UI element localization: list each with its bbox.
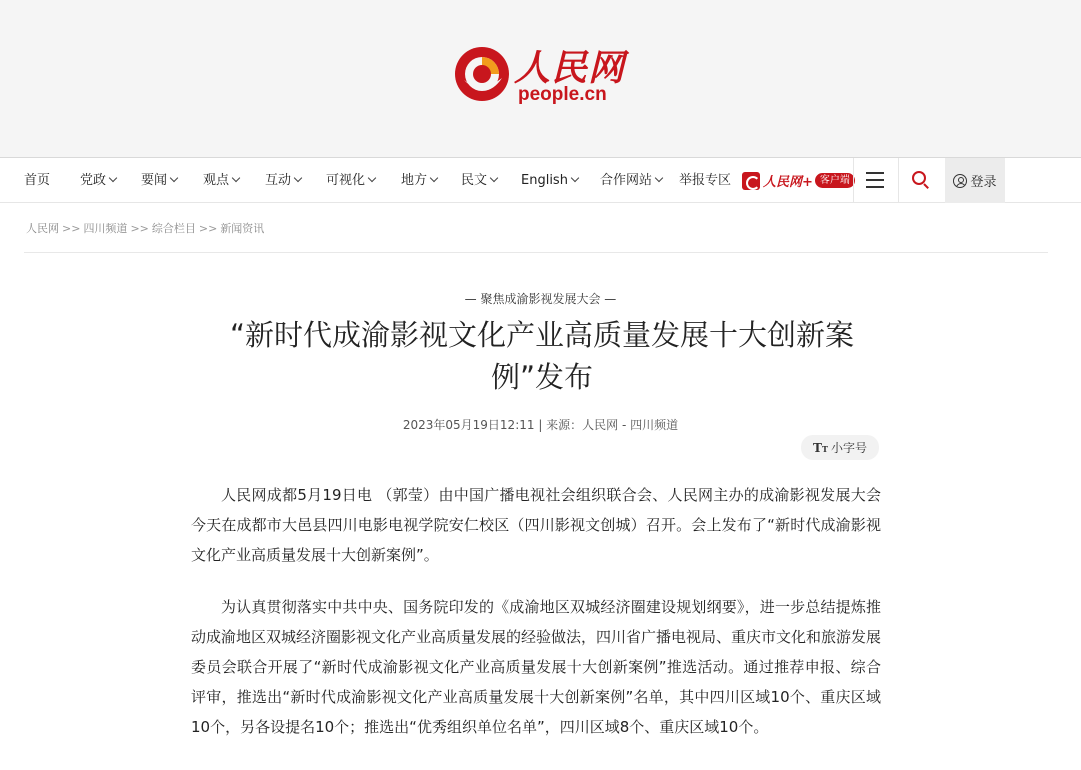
search-icon[interactable] — [912, 171, 930, 189]
people-app-icon — [742, 172, 760, 190]
client-tag: 客户端 — [815, 173, 855, 188]
nav-interact[interactable]: 互动 — [265, 158, 301, 203]
nav-report[interactable]: 举报专区 — [679, 173, 732, 188]
article-paragraph: 人民网成都5月19日电 （郭莹）由中国广播电视社会组织联合会、人民网主办的成渝影视发展大会今天在成都市大邑县四川电影电视学院安仁校区（四川影视文创城）召开。会上发布了“新时代成渝影视文化产业高质量发展十大创新案例”。 — [191, 486, 881, 564]
user-icon — [953, 174, 967, 188]
article-meta: 2023年05月19日12:11 | 来源：人民网 - 四川频道 — [402, 418, 679, 432]
chevron-down-icon — [490, 174, 498, 182]
nav-home[interactable]: 首页 — [24, 173, 51, 188]
people-logo-icon — [452, 44, 512, 104]
logo-text-en: people.cn — [518, 84, 607, 105]
logo-text-cn: 人民网 — [514, 47, 626, 89]
login-label: 登录 — [970, 175, 997, 190]
nav-news[interactable]: 要闻 — [141, 158, 177, 203]
text-size-icon: TT — [813, 440, 828, 455]
nav-local[interactable]: 地方 — [401, 158, 437, 203]
hamburger-icon[interactable] — [866, 172, 884, 188]
main-nav — [0, 157, 1081, 203]
nav-partners[interactable]: 合作网站 — [600, 158, 662, 203]
breadcrumb-divider — [24, 252, 1048, 253]
nav-divider — [898, 158, 899, 203]
chevron-down-icon — [430, 174, 438, 182]
chevron-down-icon — [232, 174, 240, 182]
font-size-toggle[interactable] — [801, 435, 879, 460]
chevron-down-icon — [368, 174, 376, 182]
breadcrumb-general[interactable]: 综合栏目 — [151, 222, 196, 235]
breadcrumb-news[interactable]: 新闻资讯 — [220, 222, 265, 235]
client-app-link[interactable] — [742, 171, 855, 190]
nav-opinion[interactable]: 观点 — [203, 158, 239, 203]
chevron-down-icon — [170, 174, 178, 182]
chevron-down-icon — [571, 174, 579, 182]
chevron-down-icon — [109, 174, 117, 182]
chevron-down-icon — [294, 174, 302, 182]
login-button[interactable] — [945, 158, 1005, 203]
font-size-label: 小字号 — [830, 441, 867, 455]
site-header — [0, 0, 1081, 157]
breadcrumb-sichuan[interactable]: 四川频道 — [83, 222, 128, 235]
article-title: “新时代成渝影视文化产业高质量发展十大创新案例”发布 — [229, 318, 855, 394]
site-logo[interactable] — [452, 40, 632, 108]
nav-divider — [853, 158, 854, 203]
breadcrumb: 人民网 >> 四川频道 >> 综合栏目 >> 新闻资讯 — [26, 222, 265, 235]
nav-minority[interactable]: 民文 — [461, 158, 497, 203]
nav-party[interactable]: 党政 — [80, 158, 116, 203]
article-paragraph: 为认真贯彻落实中共中央、国务院印发的《成渝地区双城经济圈建设规划纲要》，进一步总结提炼推动成渝地区双城经济圈影视文化产业高质量发展的经验做法，四川省广播电视局、重庆市文化和旅游发展委员会联合开展了“新时代成渝影视文化产业高质量发展十大创新案例”推选活动。通过推荐申报、综合评审，推选出“新时代成渝影视文化产业高质量发展十大创新案例”名单，其中四川区域10个、重庆区域10个，另各设提名10个；推选出“优秀组织单位名单”，四川区域8个、重庆区域10个。 — [191, 598, 882, 736]
chevron-down-icon — [655, 174, 663, 182]
breadcrumb-home[interactable]: 人民网 — [26, 222, 59, 235]
article-kicker: — 聚焦成渝影视发展大会 — — [464, 292, 617, 306]
article-body — [191, 480, 881, 764]
client-name: 人民网+ — [763, 175, 813, 190]
nav-visual[interactable]: 可视化 — [326, 158, 375, 203]
nav-english[interactable]: English — [521, 158, 578, 203]
